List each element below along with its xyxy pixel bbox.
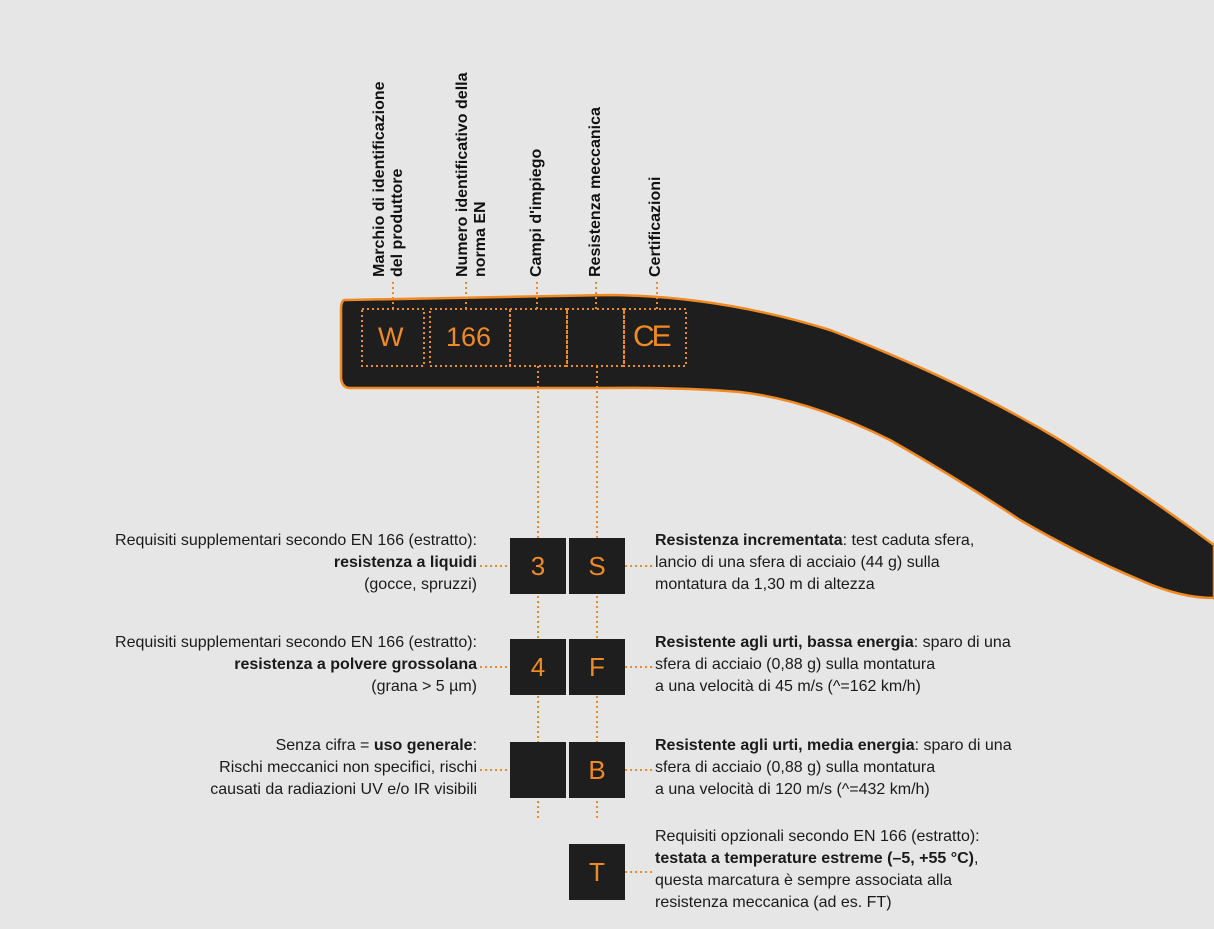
desc-liquids-line3: (gocce, spruzzi) (364, 576, 477, 593)
desc-s-bold: Resistenza incrementata (655, 532, 843, 549)
desc-t-line4: resistenza meccanica (ad es. FT) (655, 894, 892, 911)
header-campi (528, 149, 546, 277)
code-box-4: 4 (510, 639, 566, 695)
code-box-s: S (569, 538, 625, 594)
header-certificazioni-line1: Certificazioni (647, 176, 664, 277)
header-numero-line1: Numero identificativo della (454, 72, 471, 277)
desc-general (210, 735, 477, 801)
norm-number: 166 (446, 322, 492, 352)
header-marchio-line1: Marchio di identificazione (371, 81, 388, 277)
header-marchio (371, 81, 407, 277)
desc-b-line2: sfera di acciaio (0,88 g) sulla montatura (655, 759, 936, 776)
desc-t-line1: Requisiti opzionali secondo EN 166 (estratto): (655, 828, 980, 845)
header-numero (454, 73, 490, 277)
code-box-3: 3 (510, 538, 566, 594)
desc-general-bold: uso generale (373, 737, 473, 754)
desc-b-bold: Resistente agli urti, media energia (655, 737, 915, 754)
code-box-general (510, 742, 566, 798)
code-box-t: T (569, 844, 625, 900)
desc-liquids-line1: Requisiti supplementari secondo EN 166 (estratto): (115, 532, 477, 549)
desc-f-line2: sfera di acciaio (0,88 g) sulla montatura (655, 656, 936, 673)
desc-f-rest1: : sparo di una (913, 634, 1011, 651)
desc-general-line3: causati da radiazioni UV e/o IR visibili (210, 781, 477, 798)
desc-dust (115, 632, 477, 698)
desc-s (655, 530, 974, 596)
desc-b-line3: a una velocità di 120 m/s (^=432 km/h) (655, 781, 930, 798)
manufacturer-mark: W (378, 322, 404, 352)
desc-general-suffix: : (472, 737, 477, 754)
code-box-b: B (569, 742, 625, 798)
desc-general-prefix: Senza cifra = (275, 737, 374, 754)
ce-mark: CE (633, 320, 669, 353)
desc-b-rest1: : sparo di una (914, 737, 1012, 754)
desc-dust-line3: (grana > 5 µm) (371, 678, 477, 695)
header-certificazioni (647, 177, 665, 277)
desc-f (655, 632, 1011, 698)
desc-t-bold: testata a temperature estreme (–5, +55 °C) (655, 850, 974, 867)
desc-general-line2: Rischi meccanici non specifici, rischi (219, 759, 477, 776)
desc-t (655, 826, 980, 914)
desc-b (655, 735, 1012, 801)
header-numero-line2: norma EN (472, 201, 489, 277)
code-box-f: F (569, 639, 625, 695)
header-marchio-line2: del produttore (389, 168, 406, 277)
header-resistenza (587, 107, 605, 277)
desc-liquids (115, 530, 477, 596)
desc-f-line3: a una velocità di 45 m/s (^=162 km/h) (655, 678, 921, 695)
desc-dust-line1: Requisiti supplementari secondo EN 166 (estratto): (115, 634, 477, 651)
desc-s-line2: lancio di una sfera di acciaio (44 g) sulla (655, 554, 940, 571)
desc-f-bold: Resistente agli urti, bassa energia (655, 634, 914, 651)
desc-s-line3: montatura da 1,30 m di altezza (655, 576, 875, 593)
desc-liquids-bold: resistenza a liquidi (333, 554, 477, 571)
header-resistenza-line1: Resistenza meccanica (587, 107, 604, 277)
desc-dust-bold: resistenza a polvere grossolana (234, 656, 477, 673)
header-campi-line1: Campi d'impiego (528, 148, 545, 277)
desc-t-line3: questa marcatura è sempre associata alla (655, 872, 953, 889)
desc-s-rest1: : test caduta sfera, (842, 532, 975, 549)
desc-t-rest2: , (974, 850, 979, 867)
